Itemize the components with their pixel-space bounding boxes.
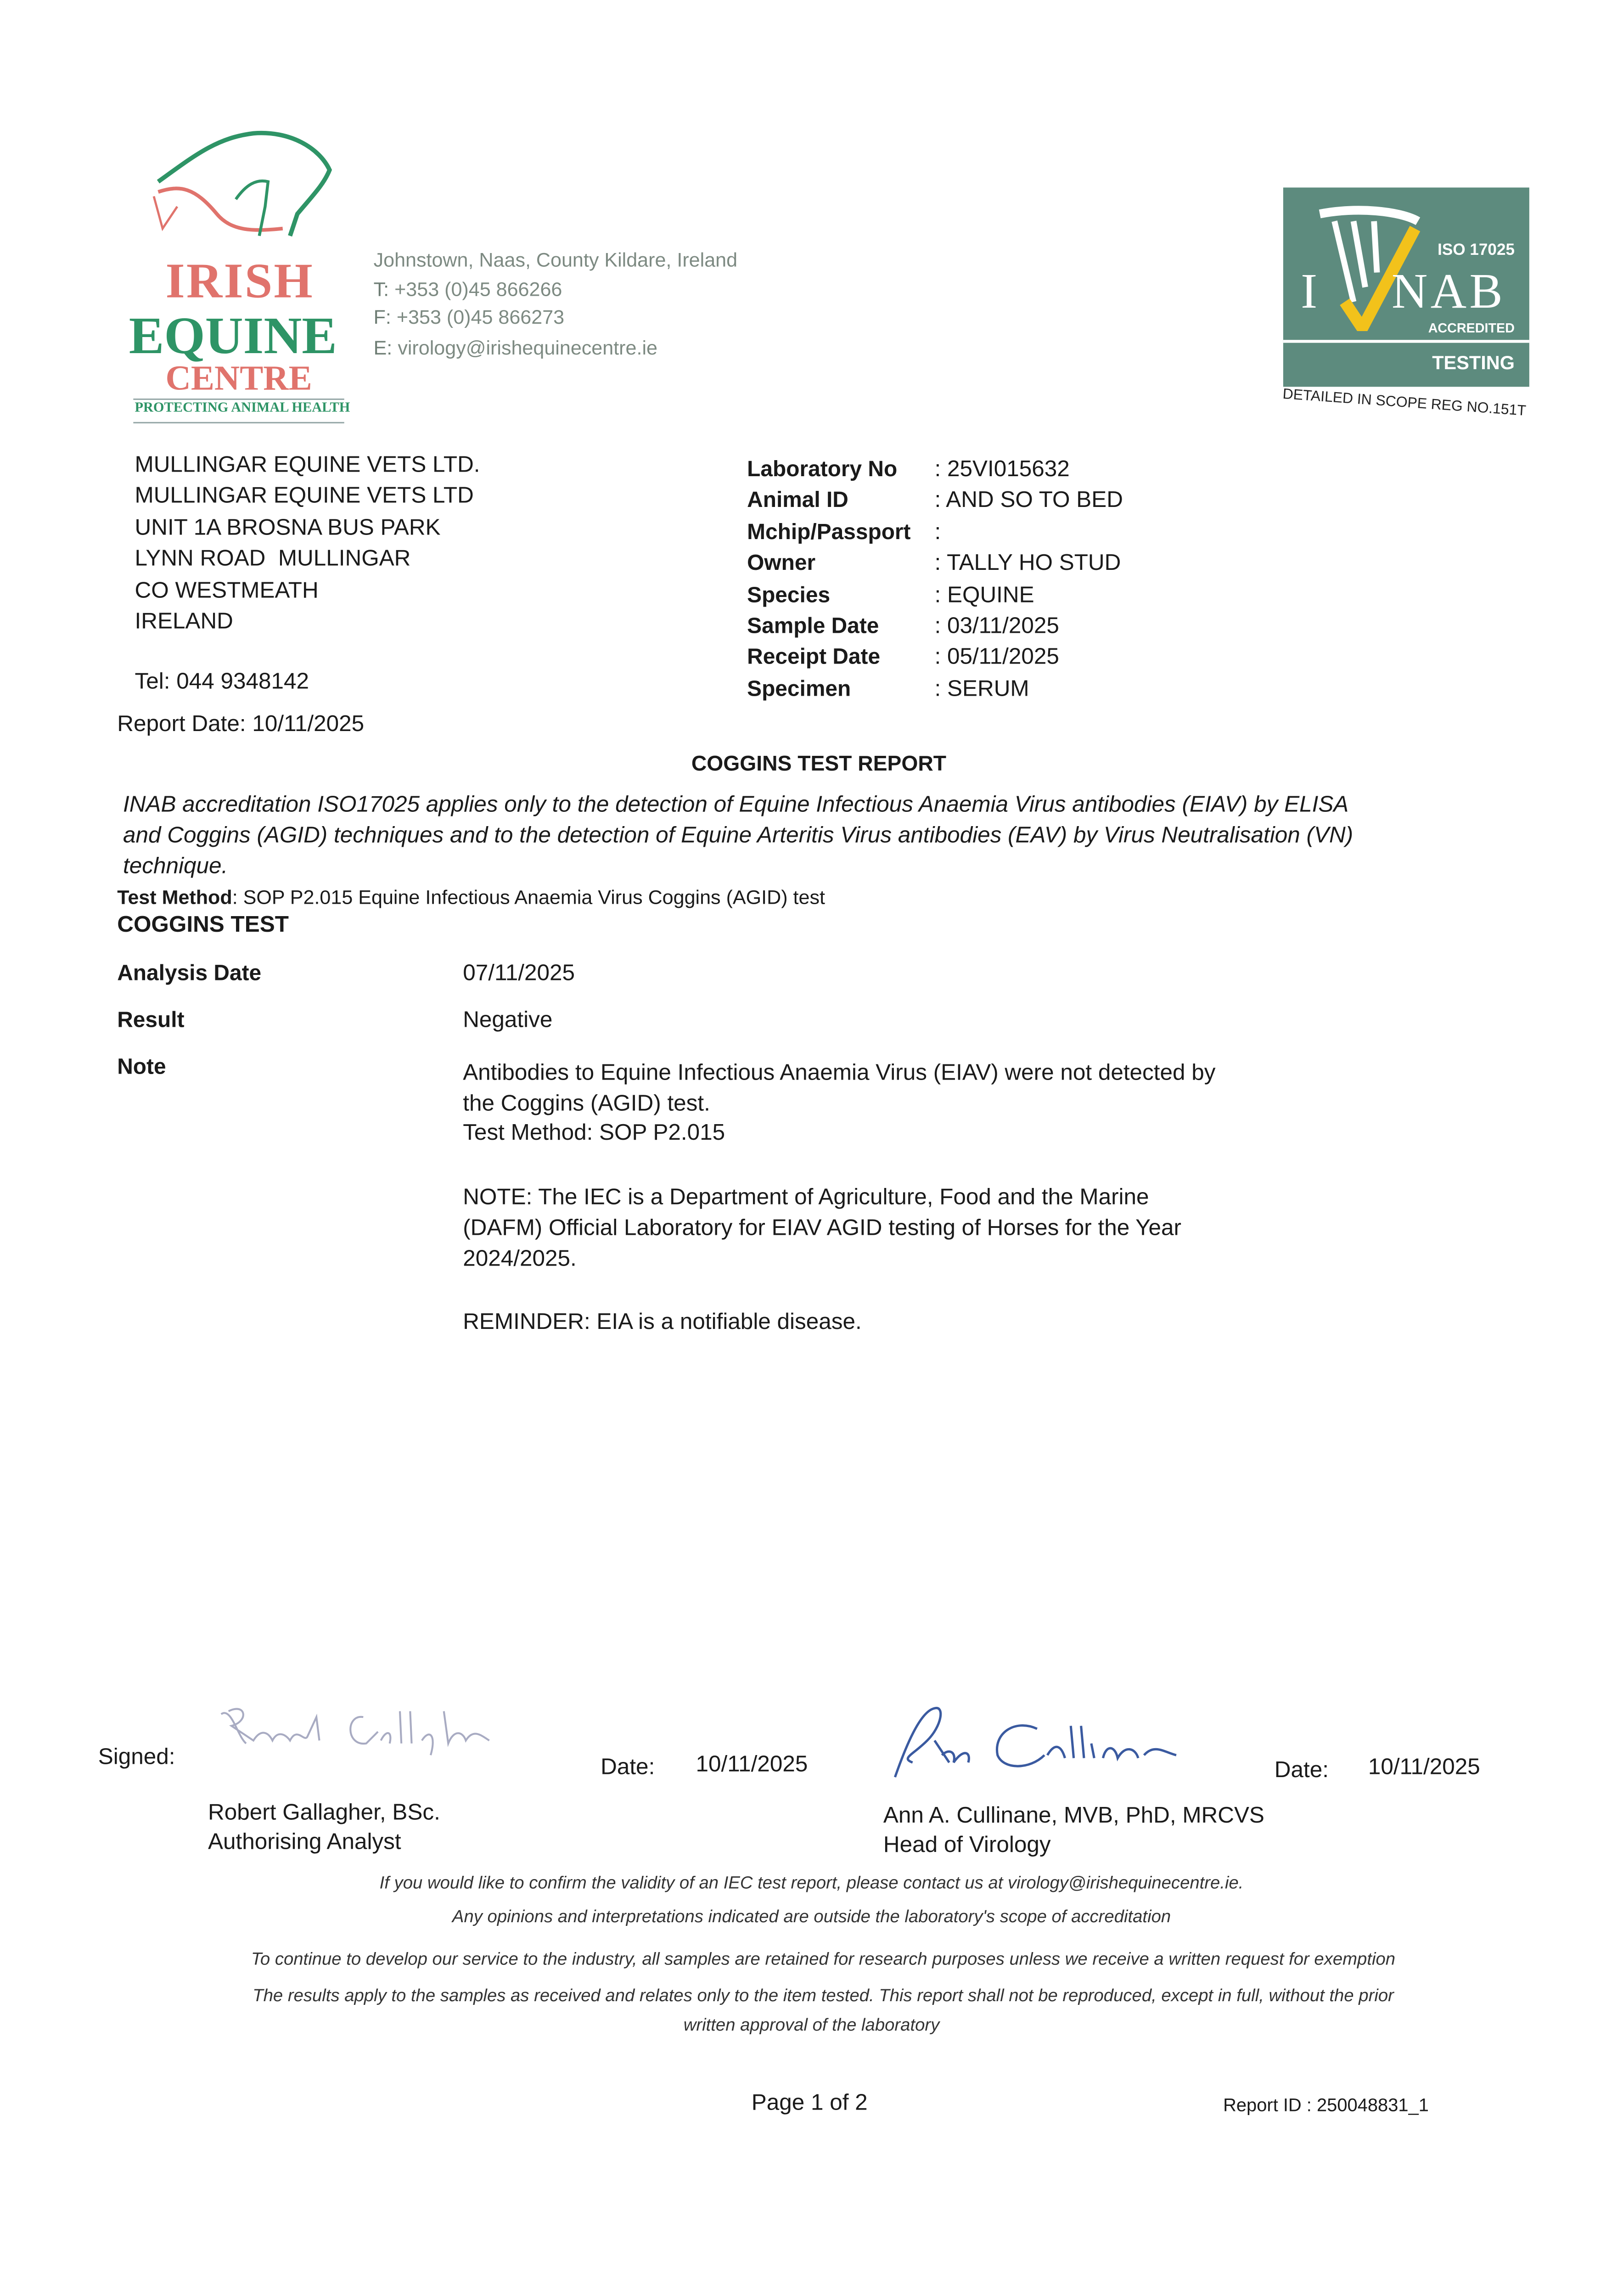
horse-logo-icon (151, 126, 342, 246)
analysis-date-label: Analysis Date (117, 961, 262, 986)
logo-centre: CENTRE (165, 360, 312, 399)
note-line: Test Method: SOP P2.015 (463, 1121, 725, 1147)
note-line: (DAFM) Official Laboratory for EIAV AGID testing of Horses for the Year (463, 1216, 1182, 1241)
client-line: MULLINGAR EQUINE VETS LTD (135, 484, 474, 509)
detail-value: : EQUINE (934, 582, 1034, 608)
accreditation-line: and Coggins (AGID) techniques and to the detection of Equine Arteritis Virus antibodies (EAV) by Virus Neutralisation (VN) (123, 823, 1353, 849)
detail-label: Specimen (747, 676, 851, 702)
report-id: Report ID : 250048831_1 (1223, 2095, 1429, 2116)
sig1-role: Authorising Analyst (208, 1829, 401, 1855)
detail-label: Sample Date (747, 613, 879, 639)
client-line: UNIT 1A BROSNA BUS PARK (135, 515, 441, 540)
logo-divider (133, 399, 344, 400)
note-text (463, 1059, 1215, 1339)
accreditation-line: technique. (123, 854, 228, 879)
sample-details (747, 454, 1123, 705)
detail-row (747, 485, 1123, 517)
inab-scope: DETAILED IN SCOPE REG NO.151T (1282, 387, 1527, 420)
lab-phone (374, 278, 562, 300)
logo-divider (133, 422, 344, 423)
phone-label: T: (373, 278, 389, 301)
section-heading: COGGINS TEST (117, 912, 289, 938)
detail-label: Laboratory No (747, 457, 898, 482)
sig1-name: Robert Gallagher, BSc. (208, 1801, 440, 1826)
detail-row (747, 642, 1123, 674)
client-tel: Tel: 044 9348142 (135, 670, 309, 695)
inab-divider (1283, 340, 1529, 343)
inab-i: I (1301, 265, 1318, 320)
detail-label: Species (747, 582, 831, 608)
footer-approval: written approval of the laboratory (683, 2014, 940, 2035)
detail-label: Receipt Date (747, 645, 881, 670)
test-method-label: Test Method (117, 886, 232, 909)
sig2-name: Ann A. Cullinane, MVB, PhD, MRCVS (883, 1803, 1264, 1829)
test-method (117, 885, 825, 910)
footer-validity: If you would like to confirm the validity of an IEC test report, please contact us at virology@irishequinecentre.ie. (379, 1872, 1244, 1893)
phone-value: +353 (0)45 866266 (394, 278, 562, 301)
client-line: LYNN ROAD MULLINGAR (135, 546, 411, 572)
note-label: Note (117, 1055, 166, 1080)
detail-row (747, 548, 1123, 580)
detail-value: : TALLY HO STUD (934, 551, 1121, 576)
page-number: Page 1 of 2 (751, 2090, 868, 2116)
client-line: CO WESTMEATH (135, 578, 319, 603)
report-date: Report Date: 10/11/2025 (117, 712, 365, 737)
lab-email (374, 337, 657, 359)
footer-opinions: Any opinions and interpretations indicated are outside the laboratory's scope of accreditation (452, 1906, 1171, 1927)
footer-samples: To continue to develop our service to the industry, all samples are retained for research purposes unless we receive a written request for exemption (251, 1948, 1396, 1970)
inab-nab: NAB (1391, 265, 1506, 320)
detail-row (747, 454, 1123, 485)
fax-label: F: (373, 306, 391, 328)
logo-irish: IRISH (165, 255, 314, 310)
test-method-value: : SOP P2.015 Equine Infectious Anaemia Virus Coggins (AGID) test (232, 886, 825, 909)
detail-value: : AND SO TO BED (934, 488, 1123, 513)
footer-results: The results apply to the samples as received and relates only to the item tested. This report shall not be reproduced, except in full, without the prior (253, 1985, 1394, 2006)
inab-logo (1283, 187, 1529, 387)
detail-value: : 03/11/2025 (934, 613, 1059, 639)
client-address (135, 450, 480, 638)
detail-value: : 25VI015632 (934, 457, 1070, 482)
sig2-date: 10/11/2025 (1368, 1755, 1480, 1780)
detail-row (747, 517, 1123, 548)
detail-label: Animal ID (747, 488, 848, 513)
signed-label: Signed: (98, 1745, 175, 1770)
detail-value: : 05/11/2025 (934, 645, 1059, 670)
client-line: IRELAND (135, 609, 233, 635)
inab-testing: TESTING (1432, 351, 1515, 374)
note-line: REMINDER: EIA is a notifiable disease. (463, 1310, 862, 1335)
note-line: the Coggins (AGID) test. (463, 1091, 710, 1116)
accreditation-line: INAB accreditation ISO17025 applies only to the detection of Equine Infectious Anaemia Virus antibodies (EIAV) by ELISA (123, 793, 1349, 818)
sig2-date-label: Date: (1274, 1758, 1329, 1783)
fax-value: +353 (0)45 866273 (396, 306, 565, 328)
lab-fax (374, 306, 565, 328)
detail-value: : (934, 520, 941, 545)
logo-equine: EQUINE (129, 306, 337, 365)
result-value: Negative (463, 1008, 553, 1033)
note-line: 2024/2025. (463, 1246, 577, 1271)
inab-accredited: ACCREDITED (1428, 321, 1515, 336)
note-line: NOTE: The IEC is a Department of Agriculture, Food and the Marine (463, 1185, 1149, 1210)
detail-value: : SERUM (934, 676, 1029, 702)
sig2-role: Head of Virology (883, 1833, 1051, 1858)
analysis-date-value: 07/11/2025 (463, 961, 575, 986)
accreditation-statement (123, 790, 1353, 882)
logo-tagline: PROTECTING ANIMAL HEALTH (135, 401, 350, 416)
detail-row (747, 611, 1123, 642)
email-label: E: (373, 337, 393, 359)
result-label: Result (117, 1008, 185, 1033)
note-line: Antibodies to Equine Infectious Anaemia Virus (EIAV) were not detected by (463, 1060, 1216, 1086)
sig1-date-label: Date: (601, 1755, 655, 1780)
inab-iso: ISO 17025 (1438, 242, 1515, 259)
detail-label: Mchip/Passport (747, 520, 911, 545)
detail-row (747, 674, 1123, 705)
detail-row (747, 580, 1123, 611)
signature-ann-cullinane-image (883, 1697, 1184, 1784)
email-link[interactable]: virology@irishequinecentre.ie (398, 337, 657, 359)
signature-robert-gallagher-image (217, 1699, 495, 1766)
report-title: COGGINS TEST REPORT (691, 753, 947, 777)
detail-label: Owner (747, 551, 816, 576)
lab-address: Johnstown, Naas, County Kildare, Ireland (373, 249, 738, 271)
sig1-date: 10/11/2025 (696, 1752, 808, 1778)
client-line: MULLINGAR EQUINE VETS LTD. (135, 452, 480, 478)
